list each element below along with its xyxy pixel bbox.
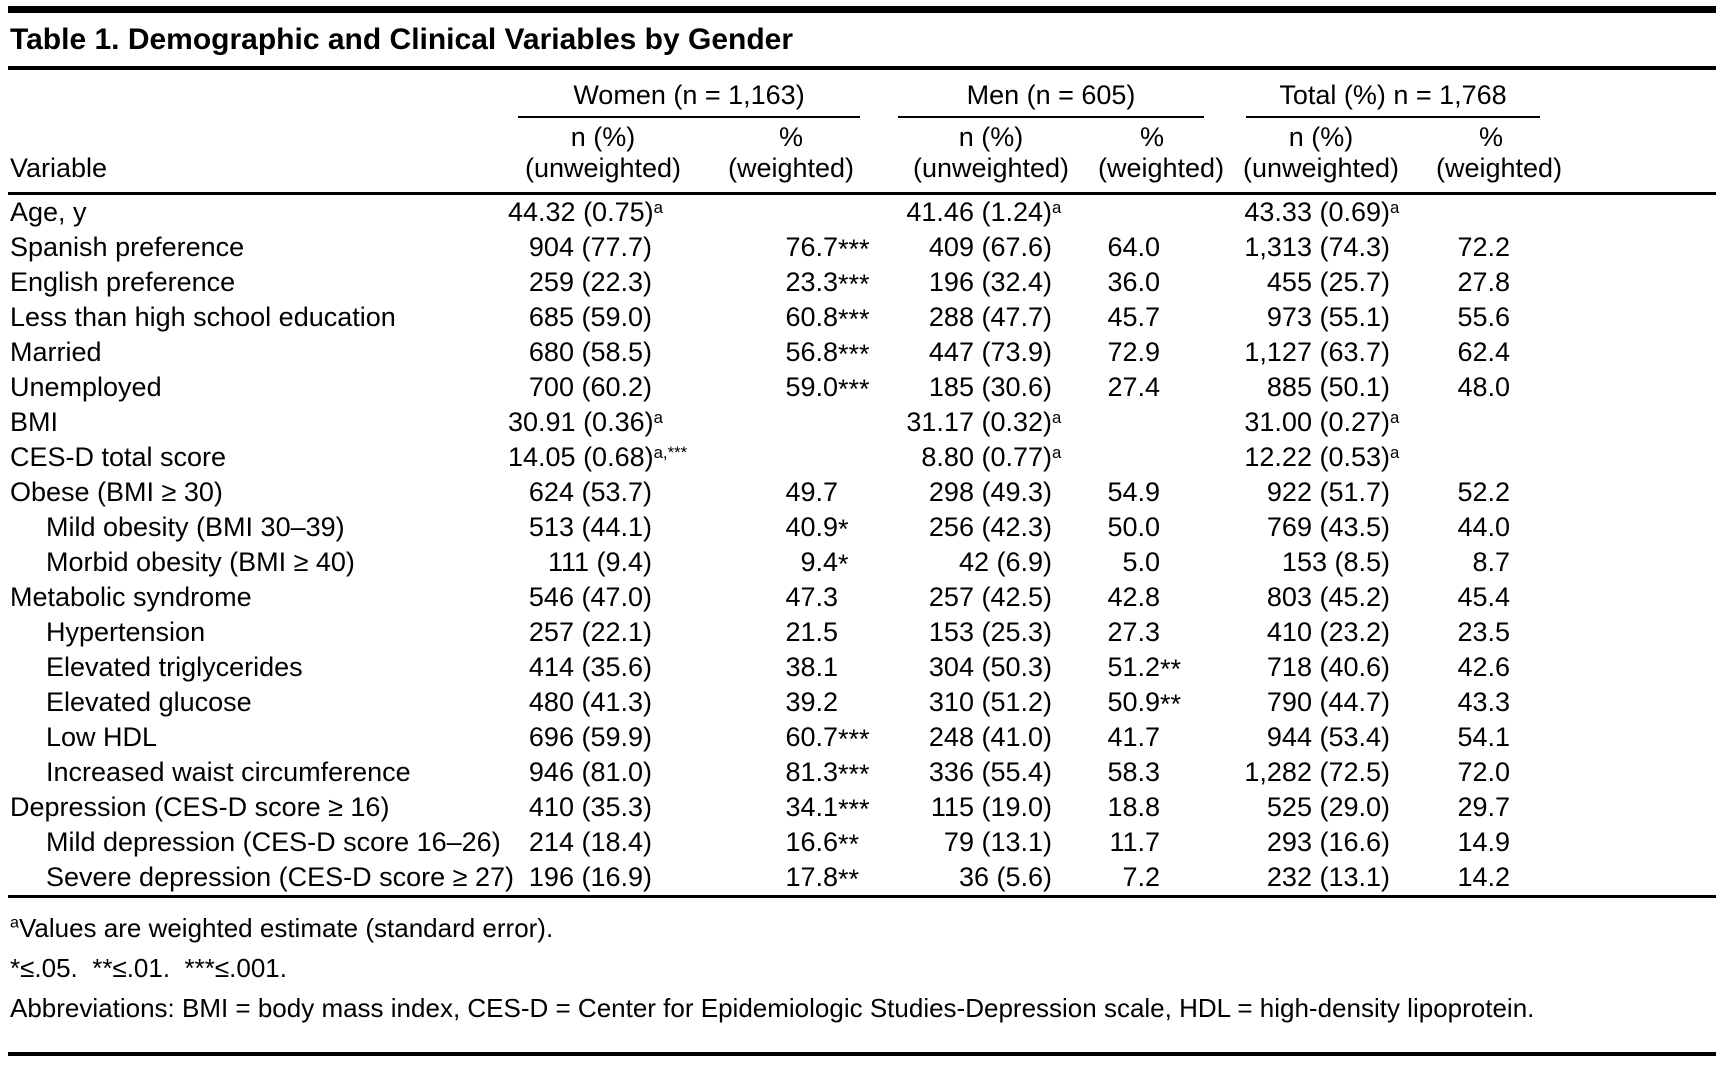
footnote: Abbreviations: BMI = body mass index, CES-D = Center for Epidemiologic Studies-Depression scale, HDL = high-density lipoprotein. (10, 993, 1535, 1023)
data-cell: 27.4 (1107, 372, 1160, 402)
footnote-marker: a (1052, 198, 1062, 217)
table-row (8, 405, 1716, 440)
data-cell: 293 (16.6) (1266, 827, 1390, 857)
data-cell: 153 (25.3) (928, 617, 1052, 647)
data-cell: 79 (13.1) (943, 827, 1052, 857)
data-cell: 42.6 (1457, 652, 1511, 682)
significance-stars: ** (838, 864, 860, 894)
group-header-total (1206, 70, 1716, 118)
data-cell: 410 (23.2) (1266, 617, 1390, 647)
significance-stars: *** (838, 304, 870, 334)
data-cell: 31.00 (0.27) $^a$ (1206, 405, 1436, 440)
data-cell: 34.1 *** (698, 790, 884, 825)
data-cell: 39.2 (785, 687, 838, 717)
significance-stars: * (838, 549, 849, 579)
table-row (8, 194, 1716, 231)
table-row (8, 580, 1716, 615)
data-cell: 298 (49.3) (928, 477, 1052, 507)
row-label: Elevated triglycerides (46, 652, 303, 682)
col-header-women-n (508, 118, 698, 194)
data-cell: 12.22 (0.53) $^a$ (1206, 440, 1436, 475)
demographics-table (8, 70, 1716, 898)
group-header-women-label: Women (n = 1,163) (518, 80, 860, 118)
data-cell: 38.1 (785, 652, 838, 682)
table-row (8, 685, 1716, 720)
data-cell: 5.0 (1122, 547, 1160, 577)
row-label: Less than high school education (10, 302, 396, 332)
significance-stars: *** (838, 234, 870, 264)
col-header-line: % (1479, 122, 1504, 152)
data-cell: 50.0 (1107, 512, 1160, 542)
table-row (8, 755, 1716, 790)
data-cell: 58.3 (1107, 757, 1160, 787)
group-header-women (508, 70, 884, 118)
footnote: $^a$Values are weighted estimate (standard error). (10, 913, 554, 943)
data-cell: 36.0 (1107, 267, 1160, 297)
table-title: Table 1. Demographic and Clinical Variables by Gender (10, 23, 794, 56)
data-cell: 9.4 * (698, 545, 884, 580)
row-label: Hypertension (46, 617, 206, 647)
table-row (8, 720, 1716, 755)
table-row (8, 825, 1716, 860)
col-header-total-pct (1436, 118, 1716, 194)
col-header-line: (unweighted) (524, 153, 682, 183)
row-label: Spanish preference (10, 232, 245, 262)
footnote-marker: a (1390, 443, 1400, 462)
group-header-row (8, 70, 1716, 118)
top-rule (8, 6, 1716, 13)
significance-stars: ** (1160, 689, 1182, 719)
data-cell: 31.17 (0.32) $^a$ (884, 405, 1098, 440)
data-cell: 14.9 (1457, 827, 1511, 857)
data-cell (1098, 440, 1206, 475)
data-cell: 718 (40.6) (1266, 652, 1390, 682)
footnotes (8, 898, 1716, 1028)
data-cell: 447 (73.9) (928, 337, 1052, 367)
data-cell: 55.6 (1457, 302, 1511, 332)
data-cell: 1,127 (63.7) (1244, 337, 1390, 367)
footnote: *≤.05. **≤.01. ***≤.001. (10, 953, 287, 983)
table-header (8, 70, 1716, 194)
col-header-men-n (884, 118, 1098, 194)
col-header-line: n (%) (958, 122, 1024, 152)
data-cell: 790 (44.7) (1266, 687, 1390, 717)
table-row (8, 370, 1716, 405)
data-cell: 111 (9.4) (547, 547, 652, 577)
data-cell: 525 (29.0) (1266, 792, 1390, 822)
significance-stars: *** (838, 269, 870, 299)
data-cell: 196 (32.4) (928, 267, 1052, 297)
data-cell: 803 (45.2) (1266, 582, 1390, 612)
data-cell: 480 (41.3) (528, 687, 652, 717)
col-header-line: n (%) (570, 122, 636, 152)
row-label: Severe depression (CES-D score ≥ 27) (8, 860, 508, 897)
significance-stars: *** (838, 374, 870, 404)
data-cell: 56.8 *** (698, 335, 884, 370)
data-cell (698, 405, 884, 440)
data-cell: 257 (42.5) (928, 582, 1052, 612)
table-row (8, 650, 1716, 685)
significance-stars: *** (838, 794, 870, 824)
row-label: Age, y (10, 197, 87, 227)
data-cell: 17.8 ** (698, 860, 884, 897)
significance-stars: ** (1160, 654, 1182, 684)
data-cell (1098, 194, 1206, 231)
footnote-marker: a (653, 408, 663, 427)
variable-label: Variable (10, 153, 108, 183)
col-header-total-n (1206, 118, 1436, 194)
data-cell: 23.5 (1457, 617, 1511, 647)
row-label: Depression (CES-D score ≥ 16) (10, 792, 390, 822)
col-header-men-pct (1098, 118, 1225, 194)
data-cell: 72.9 (1107, 337, 1160, 367)
table-row (8, 265, 1716, 300)
col-header-line: (weighted) (727, 153, 855, 183)
data-cell: 257 (22.1) (528, 617, 652, 647)
col-header-line: % (1139, 122, 1164, 152)
data-cell: 16.6 ** (698, 825, 884, 860)
col-header-women-pct (698, 118, 884, 194)
data-cell: 40.9 * (698, 510, 884, 545)
data-cell: 196 (16.9) (508, 860, 698, 897)
significance-stars: ** (838, 829, 860, 859)
data-cell: 72.0 (1457, 757, 1511, 787)
table-row (8, 545, 1716, 580)
data-cell (1098, 405, 1206, 440)
data-cell: 76.7 *** (698, 230, 884, 265)
data-cell: 185 (30.6) (928, 372, 1052, 402)
row-label: Low HDL (46, 722, 158, 752)
data-cell: 47.3 (785, 582, 838, 612)
data-cell: 1,313 (74.3) (1244, 232, 1390, 262)
data-cell: 115 (19.0) (930, 792, 1052, 822)
data-cell: 51.2 ** (1098, 650, 1206, 685)
footnote-marker: a (653, 198, 663, 217)
table-row (8, 230, 1716, 265)
row-label: Mild obesity (BMI 30–39) (46, 512, 345, 542)
data-cell: 30.91 (0.36) $^a$ (508, 405, 698, 440)
data-cell: 27.8 (1457, 267, 1511, 297)
col-header-line: (weighted) (1098, 153, 1225, 183)
data-cell: 27.3 (1107, 617, 1160, 647)
footnote-marker: a,*** (653, 443, 688, 462)
data-cell (698, 440, 884, 475)
data-cell: 310 (51.2) (928, 687, 1052, 717)
data-cell: 973 (55.1) (1266, 302, 1390, 332)
table-row (8, 615, 1716, 650)
data-cell: 153 (8.5) (1281, 547, 1390, 577)
data-cell (1436, 440, 1716, 475)
data-cell: 214 (18.4) (528, 827, 652, 857)
data-cell: 696 (59.9) (528, 722, 652, 752)
col-header-line: (weighted) (1436, 153, 1563, 183)
data-cell: 256 (42.3) (928, 512, 1052, 542)
data-cell: 248 (41.0) (928, 722, 1052, 752)
data-cell: 41.7 (1107, 722, 1160, 752)
data-cell (698, 194, 884, 231)
row-label: Elevated glucose (46, 687, 252, 717)
table-row (8, 300, 1716, 335)
data-cell: 8.80 (0.77) $^a$ (884, 440, 1098, 475)
significance-stars: *** (838, 724, 870, 754)
data-cell: 45.7 (1107, 302, 1160, 332)
data-cell: 7.2 (1098, 860, 1206, 897)
data-cell: 50.9 ** (1098, 685, 1206, 720)
col-header-line: n (%) (1288, 122, 1354, 152)
data-cell: 49.7 (785, 477, 838, 507)
data-cell: 922 (51.7) (1266, 477, 1390, 507)
row-label: Married (10, 337, 102, 367)
footnote-marker: a (1390, 408, 1400, 427)
data-cell: 304 (50.3) (928, 652, 1052, 682)
data-cell: 44.32 (0.75) $^a$ (508, 194, 698, 231)
data-cell: 29.7 (1457, 792, 1511, 822)
data-cell: 81.3 *** (698, 755, 884, 790)
data-cell: 1,282 (72.5) (1244, 757, 1390, 787)
data-cell: 904 (77.7) (528, 232, 652, 262)
group-header-total-label: Total (%) n = 1,768 (1246, 80, 1540, 118)
table-row (8, 860, 1716, 897)
data-cell: 685 (59.0) (528, 302, 652, 332)
footnote-marker: a (1390, 198, 1400, 217)
data-cell: 14.2 (1436, 860, 1716, 897)
data-cell: 54.1 (1457, 722, 1511, 752)
table-row (8, 510, 1716, 545)
row-label: Mild depression (CES-D score 16–26) (46, 827, 501, 857)
footnote-marker: a (1052, 408, 1062, 427)
data-cell: 513 (44.1) (528, 512, 652, 542)
data-cell: 700 (60.2) (528, 372, 652, 402)
col-header-line: (unweighted) (1242, 153, 1400, 183)
col-header-line: % (778, 122, 803, 152)
data-cell: 624 (53.7) (528, 477, 652, 507)
data-cell: 546 (47.0) (528, 582, 652, 612)
data-cell: 59.0 *** (698, 370, 884, 405)
data-cell: 14.05 (0.68) $^{a,***}$ (508, 440, 698, 475)
table-row (8, 440, 1716, 475)
data-cell: 288 (47.7) (928, 302, 1052, 332)
data-cell: 259 (22.3) (528, 267, 652, 297)
data-cell: 885 (50.1) (1266, 372, 1390, 402)
table-body (8, 194, 1716, 897)
col-header-line: (unweighted) (912, 153, 1070, 183)
row-label: English preference (10, 267, 236, 297)
row-label: Unemployed (10, 372, 162, 402)
data-cell: 946 (81.0) (528, 757, 652, 787)
significance-stars: *** (838, 759, 870, 789)
table-row (8, 335, 1716, 370)
data-cell: 42.8 (1107, 582, 1160, 612)
data-cell: 60.7 *** (698, 720, 884, 755)
data-cell: 52.2 (1457, 477, 1511, 507)
significance-stars: * (838, 514, 849, 544)
row-label: CES-D total score (10, 442, 227, 472)
data-cell: 41.46 (1.24) $^a$ (884, 194, 1098, 231)
data-cell: 43.3 (1457, 687, 1511, 717)
data-cell: 42 (6.9) (958, 547, 1052, 577)
data-cell (1436, 194, 1716, 231)
group-header-men-label: Men (n = 605) (898, 80, 1204, 118)
data-cell (1436, 405, 1716, 440)
data-cell: 54.9 (1107, 477, 1160, 507)
data-cell: 410 (35.3) (528, 792, 652, 822)
significance-stars: *** (838, 339, 870, 369)
data-cell: 43.33 (0.69) $^a$ (1206, 194, 1436, 231)
row-label: Metabolic syndrome (10, 582, 252, 612)
table-row (8, 790, 1716, 825)
data-cell: 414 (35.6) (528, 652, 652, 682)
variable-column-header (8, 70, 508, 194)
data-cell: 769 (43.5) (1266, 512, 1390, 542)
data-cell: 944 (53.4) (1266, 722, 1390, 752)
data-cell: 60.8 *** (698, 300, 884, 335)
data-cell: 44.0 (1457, 512, 1511, 542)
data-cell: 36 (5.6) (884, 860, 1098, 897)
row-label: BMI (10, 407, 59, 437)
data-cell: 64.0 (1107, 232, 1160, 262)
data-cell: 680 (58.5) (528, 337, 652, 367)
data-cell: 72.2 (1457, 232, 1511, 262)
bottom-rule (8, 1052, 1716, 1056)
data-cell: 336 (55.4) (928, 757, 1052, 787)
data-cell: 232 (13.1) (1206, 860, 1436, 897)
group-header-men (884, 70, 1206, 118)
data-cell: 62.4 (1457, 337, 1511, 367)
data-cell: 455 (25.7) (1266, 267, 1390, 297)
table-row (8, 475, 1716, 510)
row-label: Morbid obesity (BMI ≥ 40) (46, 547, 355, 577)
data-cell: 409 (67.6) (928, 232, 1052, 262)
data-cell: 45.4 (1457, 582, 1511, 612)
row-label: Obese (BMI ≥ 30) (10, 477, 223, 507)
footnote-marker: a (1052, 443, 1062, 462)
data-cell: 48.0 (1457, 372, 1511, 402)
data-cell: 11.7 (1109, 827, 1160, 857)
data-cell: 23.3 *** (698, 265, 884, 300)
data-cell: 8.7 (1472, 547, 1511, 577)
data-cell: 21.5 (785, 617, 838, 647)
row-label: Increased waist circumference (46, 757, 411, 787)
data-cell: 18.8 (1107, 792, 1160, 822)
